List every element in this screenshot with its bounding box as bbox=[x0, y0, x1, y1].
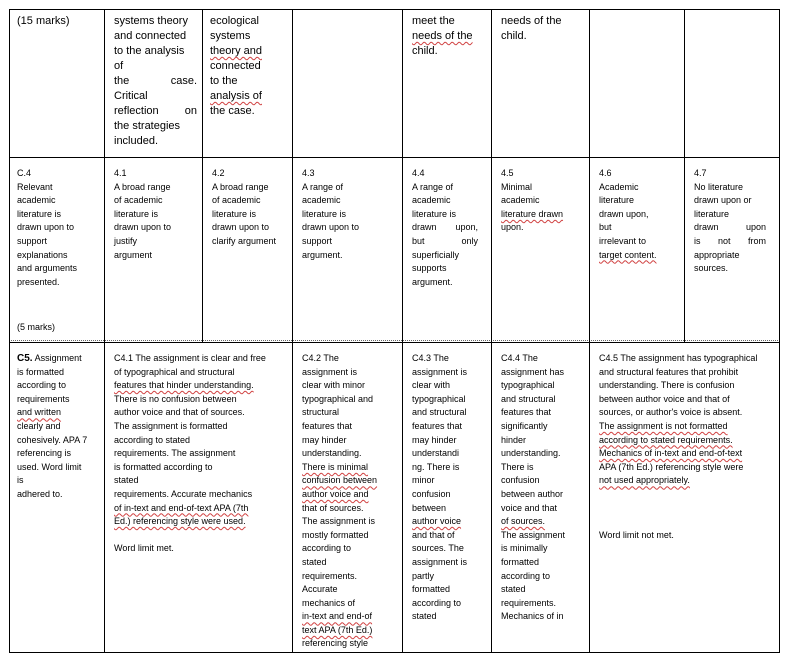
cell-line: Accurate bbox=[302, 584, 338, 595]
criterion-cell bbox=[403, 11, 491, 157]
cell-line bbox=[114, 502, 287, 516]
cell-line bbox=[17, 352, 99, 366]
cell-line: is not from bbox=[694, 235, 766, 246]
spacer bbox=[599, 488, 774, 502]
cell-line: between author bbox=[501, 488, 564, 499]
cell-line: and arguments bbox=[17, 263, 78, 274]
criterion-cell bbox=[105, 11, 202, 157]
cell-line bbox=[501, 515, 584, 529]
cell-line: C4.2 The bbox=[302, 353, 339, 363]
cell-line: typographical and bbox=[302, 393, 374, 404]
criterion-code: C.4 bbox=[17, 168, 32, 178]
cell-line: C4.1 The assignment is clear and free bbox=[114, 353, 266, 363]
cell-line: the strategies bbox=[114, 120, 181, 132]
cell-line: understanding. There is confusion bbox=[599, 380, 735, 391]
cell-line: and structural features that prohibit bbox=[599, 366, 739, 377]
cell-line: clarify argument bbox=[212, 235, 277, 246]
cell-line: assignment is bbox=[302, 366, 358, 377]
cell-line: is formatted bbox=[17, 366, 65, 377]
cell-line: C4.3 The bbox=[412, 353, 449, 363]
cell-line: typographical bbox=[501, 380, 555, 391]
level-cell bbox=[403, 349, 491, 652]
cell-line: sources. The bbox=[412, 543, 464, 554]
cell-line: stated bbox=[114, 475, 139, 486]
cell-line: Mechanics of in bbox=[501, 611, 564, 622]
cell-line: argument. bbox=[412, 276, 453, 287]
marks-cell bbox=[10, 11, 104, 157]
cell-line: A broad range bbox=[114, 181, 171, 192]
cell-line bbox=[501, 208, 584, 222]
cell-line: drawn upon to bbox=[302, 222, 360, 233]
cell-line: included. bbox=[114, 135, 159, 147]
word-limit-note: Word limit not met. bbox=[599, 529, 674, 540]
cell-line: A range of bbox=[302, 181, 344, 192]
row-divider-dotted bbox=[9, 340, 780, 341]
cell-line-text: literature drawn bbox=[501, 208, 564, 219]
cell-line: requirements. Accurate mechanics bbox=[114, 488, 253, 499]
level-cell bbox=[590, 164, 684, 340]
cell-line: drawn upon bbox=[694, 222, 766, 233]
cell-line: systems theory bbox=[114, 15, 188, 27]
cell-line: drawn upon or bbox=[694, 195, 752, 206]
cell-line: systems bbox=[210, 30, 251, 42]
cell-line bbox=[210, 89, 287, 104]
cell-line: understanding. bbox=[501, 448, 561, 459]
cell-line bbox=[302, 461, 397, 475]
cell-line: Academic bbox=[599, 181, 639, 192]
spacer bbox=[114, 529, 287, 543]
cell-line: meet the bbox=[412, 15, 455, 27]
cell-line bbox=[302, 488, 397, 502]
cell-line: literature bbox=[694, 208, 730, 219]
cell-line: literature is bbox=[412, 208, 457, 219]
cell-line: hinder bbox=[501, 434, 527, 445]
cell-line: supports bbox=[412, 263, 447, 274]
cell-line-text: of in-text and end-of-text APA (7th bbox=[114, 502, 249, 513]
cell-line bbox=[302, 624, 397, 638]
cell-line: of academic bbox=[114, 195, 163, 206]
cell-line: adhered to. bbox=[17, 488, 63, 499]
cell-line: argument. bbox=[302, 249, 343, 260]
cell-line: academic bbox=[412, 195, 451, 206]
cell-line bbox=[599, 434, 774, 448]
level-code: 4.3 bbox=[302, 168, 315, 178]
cell-line: literature is bbox=[212, 208, 257, 219]
cell-line bbox=[302, 610, 397, 624]
cell-line: may hinder bbox=[302, 434, 347, 445]
cell-line: but bbox=[599, 222, 612, 233]
cell-line: voice and that bbox=[501, 502, 558, 513]
cell-line-text: text APA (7th Ed.) bbox=[302, 624, 373, 635]
cell-line: child. bbox=[501, 30, 527, 42]
cell-line-text: in-text and end-of bbox=[302, 611, 373, 622]
cell-line: referencing style bbox=[302, 638, 369, 649]
cell-line: of bbox=[114, 60, 124, 72]
level-code: 4.7 bbox=[694, 168, 707, 178]
level-cell bbox=[685, 164, 779, 340]
criterion-code: C5. bbox=[17, 353, 33, 364]
cell-line: between author voice and that of bbox=[599, 393, 730, 404]
cell-line: drawn upon, bbox=[412, 222, 478, 233]
cell-line: partly bbox=[412, 570, 435, 581]
cell-line: assignment has bbox=[501, 366, 565, 377]
cell-line: There is no confusion between bbox=[114, 393, 237, 404]
level-cell bbox=[492, 164, 589, 340]
cell-line-text: author voice and bbox=[302, 488, 369, 499]
spacer bbox=[599, 502, 774, 516]
cell-line: confusion bbox=[501, 475, 540, 486]
word-limit-note: Word limit met. bbox=[114, 543, 174, 554]
cell-line: according to bbox=[17, 380, 67, 391]
cell-line-text: Assignment bbox=[34, 353, 82, 363]
cell-line-text: analysis of bbox=[210, 90, 262, 102]
cell-line: C4.4 The bbox=[501, 353, 538, 363]
cell-line bbox=[114, 515, 287, 529]
cell-line-text: Mechanics of in-text and end-of-text bbox=[599, 448, 743, 459]
cell-line: requirements. bbox=[302, 570, 358, 581]
cell-line-text: confusion between bbox=[302, 475, 378, 486]
cell-line: understandi bbox=[412, 448, 460, 459]
cell-line: drawn upon, bbox=[599, 208, 649, 219]
cell-line: assignment is bbox=[412, 556, 468, 567]
cell-line: Critical bbox=[114, 90, 148, 102]
cell-line: structural bbox=[302, 407, 340, 418]
cell-line: No literature bbox=[694, 181, 744, 192]
cell-line: upon. bbox=[501, 222, 524, 233]
cell-line: appropriate bbox=[694, 249, 740, 260]
table-border-bottom bbox=[9, 652, 780, 653]
cell-line bbox=[17, 406, 99, 420]
cell-line: to the analysis bbox=[114, 45, 185, 57]
level-cell bbox=[293, 164, 402, 340]
cell-line: literature is bbox=[114, 208, 159, 219]
cell-line: A range of bbox=[412, 181, 454, 192]
column-line bbox=[779, 9, 780, 653]
cell-line: typographical bbox=[412, 393, 466, 404]
cell-line: support bbox=[302, 235, 333, 246]
cell-line: referencing is bbox=[17, 448, 72, 459]
cell-line: sources, or author's voice is absent. bbox=[599, 407, 743, 418]
cell-line: reflection on bbox=[114, 105, 197, 117]
cell-line: The assignment is formatted bbox=[114, 420, 228, 431]
cell-line: and structural bbox=[412, 407, 467, 418]
cell-line: confusion bbox=[412, 488, 451, 499]
cell-line: sources. bbox=[694, 263, 729, 274]
cell-line: features that bbox=[412, 420, 463, 431]
cell-line: stated bbox=[501, 584, 526, 595]
cell-line: connected bbox=[210, 60, 261, 72]
cell-line: the case. bbox=[210, 105, 255, 117]
row-divider bbox=[9, 157, 780, 158]
cell-line: The assignment bbox=[501, 529, 566, 540]
cell-line: literature is bbox=[302, 208, 347, 219]
level-code: 4.2 bbox=[212, 168, 225, 178]
cell-line: is bbox=[17, 475, 24, 486]
cell-line: significantly bbox=[501, 420, 548, 431]
cell-line bbox=[599, 249, 679, 263]
cell-line bbox=[412, 29, 486, 44]
cell-line: The assignment is bbox=[302, 516, 376, 527]
cell-line: according to bbox=[412, 597, 462, 608]
level-cell bbox=[403, 164, 491, 340]
cell-line-text: There is minimal bbox=[302, 461, 369, 472]
cell-line bbox=[114, 379, 287, 393]
cell-line: stated bbox=[302, 556, 327, 567]
level-code: 4.4 bbox=[412, 168, 425, 178]
cell-line: and structural bbox=[501, 393, 556, 404]
cell-line: APA (7th Ed.) referencing style were bbox=[599, 461, 744, 472]
cell-line-text: not used appropriately. bbox=[599, 475, 690, 486]
cell-line bbox=[210, 44, 287, 59]
cell-line: and that of bbox=[412, 529, 455, 540]
cell-line: ng. There is bbox=[412, 461, 460, 472]
cell-line: mechanics of bbox=[302, 597, 356, 608]
cell-line: to the bbox=[210, 75, 238, 87]
marks-label: (5 marks) bbox=[17, 322, 55, 332]
cell-line: according to bbox=[501, 570, 551, 581]
cell-line: clearly and bbox=[17, 420, 61, 431]
cell-line: used. Word limit bbox=[17, 461, 82, 472]
cell-line: and connected bbox=[114, 30, 187, 42]
cell-line: is minimally bbox=[501, 543, 548, 554]
cell-line: drawn upon to bbox=[212, 222, 270, 233]
criterion-label-cell bbox=[10, 349, 104, 652]
cell-line: clear with minor bbox=[302, 380, 366, 391]
cell-line bbox=[599, 474, 774, 488]
level-code: 4.5 bbox=[501, 168, 514, 178]
cell-line: cohesively. APA 7 bbox=[17, 434, 88, 445]
level-cell bbox=[492, 349, 589, 652]
cell-line: understanding. bbox=[302, 448, 362, 459]
cell-line: according to stated bbox=[114, 434, 191, 445]
cell-line-text: Ed.) referencing style were used. bbox=[114, 516, 246, 527]
cell-line: ecological bbox=[210, 15, 259, 27]
cell-line-text: features that hinder understanding. bbox=[114, 380, 254, 391]
cell-line: academic bbox=[302, 195, 341, 206]
cell-line: formatted bbox=[412, 584, 451, 595]
cell-line: mostly formatted bbox=[302, 529, 369, 540]
cell-line: features that bbox=[501, 407, 552, 418]
cell-line: drawn upon to bbox=[17, 222, 75, 233]
level-cell bbox=[105, 349, 292, 652]
cell-line: minor bbox=[412, 475, 435, 486]
cell-line: of typographical and structural bbox=[114, 366, 235, 377]
cell-line: child. bbox=[412, 45, 438, 57]
cell-line-text: The assignment is not formatted bbox=[599, 420, 728, 431]
cell-line: Minimal bbox=[501, 181, 533, 192]
cell-line bbox=[599, 420, 774, 434]
cell-line: is formatted according to bbox=[114, 461, 213, 472]
cell-line: academic bbox=[17, 195, 56, 206]
cell-line bbox=[302, 474, 397, 488]
cell-line-text: target content. bbox=[599, 249, 657, 260]
cell-line: may hinder bbox=[412, 434, 457, 445]
cell-line: needs of the bbox=[501, 15, 562, 27]
cell-line-text: and written bbox=[17, 407, 62, 418]
cell-line: assignment is bbox=[412, 366, 468, 377]
cell-line: between bbox=[412, 502, 447, 513]
cell-line: but only bbox=[412, 235, 478, 246]
cell-line: presented. bbox=[17, 276, 60, 287]
cell-line: explanations bbox=[17, 249, 68, 260]
marks-label: (15 marks) bbox=[17, 15, 70, 27]
cell-line: literature bbox=[599, 195, 635, 206]
cell-line-text: theory and bbox=[210, 45, 262, 57]
cell-line: clear with bbox=[412, 380, 451, 391]
criterion-cell bbox=[492, 11, 589, 157]
cell-line: There is bbox=[501, 461, 534, 472]
row-divider bbox=[9, 342, 780, 343]
cell-line: of academic bbox=[212, 195, 261, 206]
cell-line: justify bbox=[114, 235, 138, 246]
table-border-top bbox=[9, 9, 780, 10]
cell-line bbox=[599, 447, 774, 461]
cell-line: the case. bbox=[114, 75, 197, 87]
cell-line: author voice and that of sources. bbox=[114, 407, 245, 418]
level-cell bbox=[590, 349, 779, 652]
cell-line-text: according to stated requirements. bbox=[599, 434, 733, 445]
cell-line: requirements. The assignment bbox=[114, 448, 236, 459]
cell-line: A broad range bbox=[212, 181, 269, 192]
rubric-table bbox=[9, 9, 780, 653]
cell-line: requirements bbox=[17, 393, 70, 404]
cell-line-text: author voice bbox=[412, 516, 462, 527]
spacer bbox=[599, 515, 774, 529]
level-cell bbox=[105, 164, 202, 340]
cell-line: stated bbox=[412, 611, 437, 622]
cell-line: support bbox=[17, 235, 48, 246]
cell-line: C4.5 The assignment has typographical bbox=[599, 353, 758, 363]
criterion-label-cell bbox=[10, 164, 104, 340]
cell-line-text: of sources. bbox=[501, 516, 546, 527]
cell-line: argument bbox=[114, 249, 153, 260]
cell-line: according to bbox=[302, 543, 352, 554]
cell-line: irrelevant to bbox=[599, 235, 647, 246]
cell-line: academic bbox=[501, 195, 540, 206]
cell-line-text: needs of the bbox=[412, 30, 473, 42]
level-cell bbox=[203, 164, 292, 340]
cell-line: superficially bbox=[412, 249, 460, 260]
cell-line: drawn upon to bbox=[114, 222, 172, 233]
criterion-cell bbox=[203, 11, 292, 157]
cell-line: formatted bbox=[501, 556, 540, 567]
level-cell bbox=[293, 349, 402, 652]
cell-line: Relevant bbox=[17, 181, 53, 192]
cell-line: literature is bbox=[17, 208, 62, 219]
level-code: 4.1 bbox=[114, 168, 127, 178]
cell-line: requirements. bbox=[501, 597, 557, 608]
cell-line bbox=[412, 515, 486, 529]
cell-line: features that bbox=[302, 420, 353, 431]
level-code: 4.6 bbox=[599, 168, 612, 178]
cell-line: that of sources. bbox=[302, 502, 364, 513]
